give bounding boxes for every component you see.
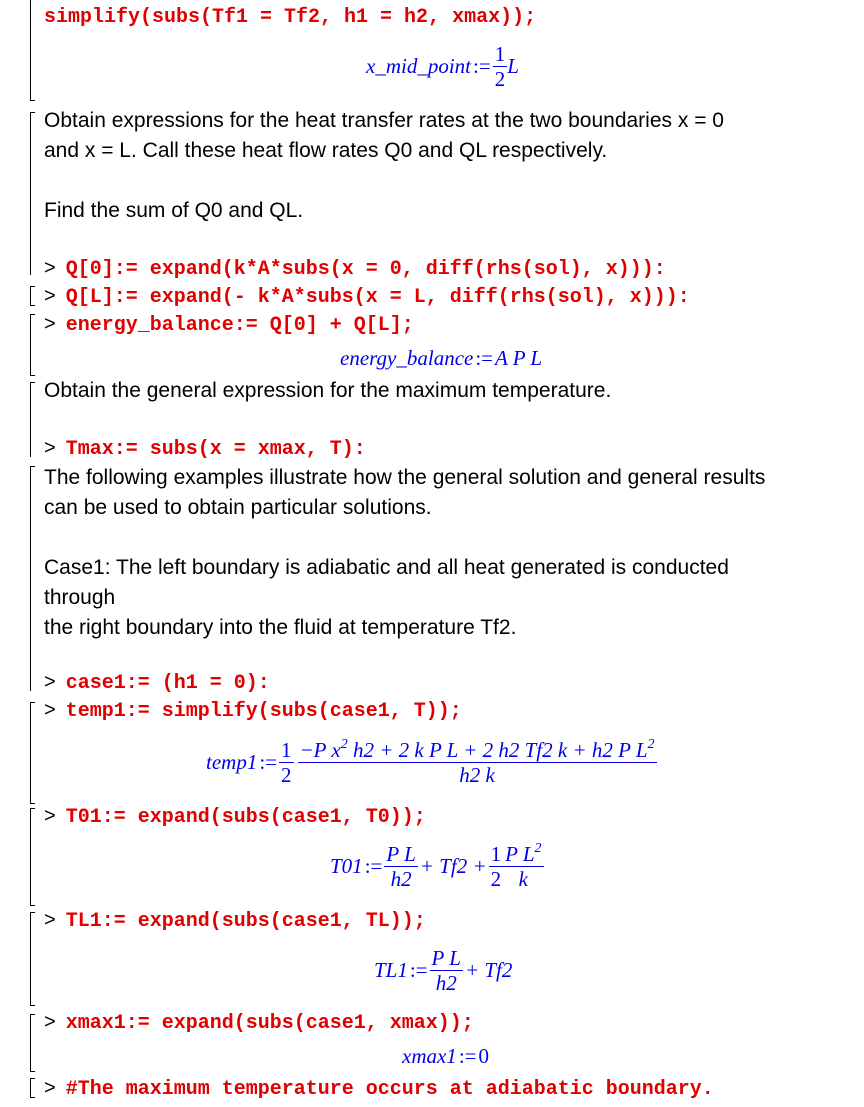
output-xmax1: xmax1:=0 [402,1044,489,1068]
group-bracket[interactable] [30,466,35,691]
output-temp1: temp1 := $\frac{1}{2}$ $\frac{-P x^2 h2 + 2 k P L + 2 h2 Tf2 k + h2 P L^2}{h2 k}$ [206,737,655,787]
text-paragraph-examples: The following examples illustrate how the general solution and general results can be used to obtain particular solutions. Case1: The left boundary is adiabatic and all heat generated is conducted through the right boundary into the fluid at temperature Tf2. [44,466,766,639]
group-bracket[interactable] [30,112,35,275]
text-paragraph-max-temp: Obtain the general expression for the maximum temperature. [44,379,612,402]
input-line-t01[interactable]: > T01:= expand(subs(case1, T0)); [44,805,426,829]
input-line-simplify[interactable] [44,6,536,30]
group-bracket[interactable] [30,0,35,101]
output-tl1: TL1 := $\frac{\text{P L}}{h2}$ + Tf2 [374,946,513,995]
input-line-tmax[interactable]: > Tmax:= subs(x = xmax, T): [44,437,366,461]
input-line-ql[interactable]: > Q[L]:= expand(- k*A*subs(x = L, diff(rhs(sol), x))): [44,285,690,309]
input-line-q0[interactable]: > Q[0]:= expand(k*A*subs(x = 0, diff(rhs(sol), x))): [44,257,666,281]
input-code[interactable]: simplify(subs(Tf1 = Tf2, h1 = h2, xmax)); [44,6,537,29]
input-line-xmax1[interactable]: > xmax1:= expand(subs(case1, xmax)); [44,1011,474,1035]
input-line-tl1[interactable]: > TL1:= expand(subs(case1, TL)); [44,909,426,933]
input-line-comment[interactable]: > #The maximum temperature occurs at adiabatic boundary. [44,1077,714,1101]
input-line-energy-balance[interactable]: > energy_balance:= Q[0] + Q[L]; [44,313,414,337]
output-energy-balance: energy_balance:=A P L [340,346,543,370]
prompt: > [44,257,56,279]
input-line-case1[interactable]: > case1:= (h1 = 0): [44,671,270,695]
group-bracket[interactable] [30,286,35,306]
output-x-mid-point: x_mid_point := $\frac{1}{2}$ L [366,42,519,91]
output-t01: T01 := $\frac{\text{P L}}{h2}$ + Tf2 + $\frac{1}{2}$ $\frac{P L^2}{k}$ [330,841,542,891]
group-bracket[interactable] [30,382,35,457]
group-bracket[interactable] [30,808,35,906]
input-line-temp1[interactable]: > temp1:= simplify(subs(case1, T)); [44,699,462,723]
text-paragraph-heat-rates: Obtain expressions for the heat transfer rates at the two boundaries x = 0 and x = L. Call these heat flow rates Q0 and QL respectively. Find the sum of Q0 and QL. [44,109,724,222]
group-bracket[interactable] [30,1014,35,1072]
group-bracket[interactable] [30,314,35,376]
group-bracket[interactable] [30,1078,35,1098]
group-bracket[interactable] [30,702,35,804]
group-bracket[interactable] [30,912,35,1006]
